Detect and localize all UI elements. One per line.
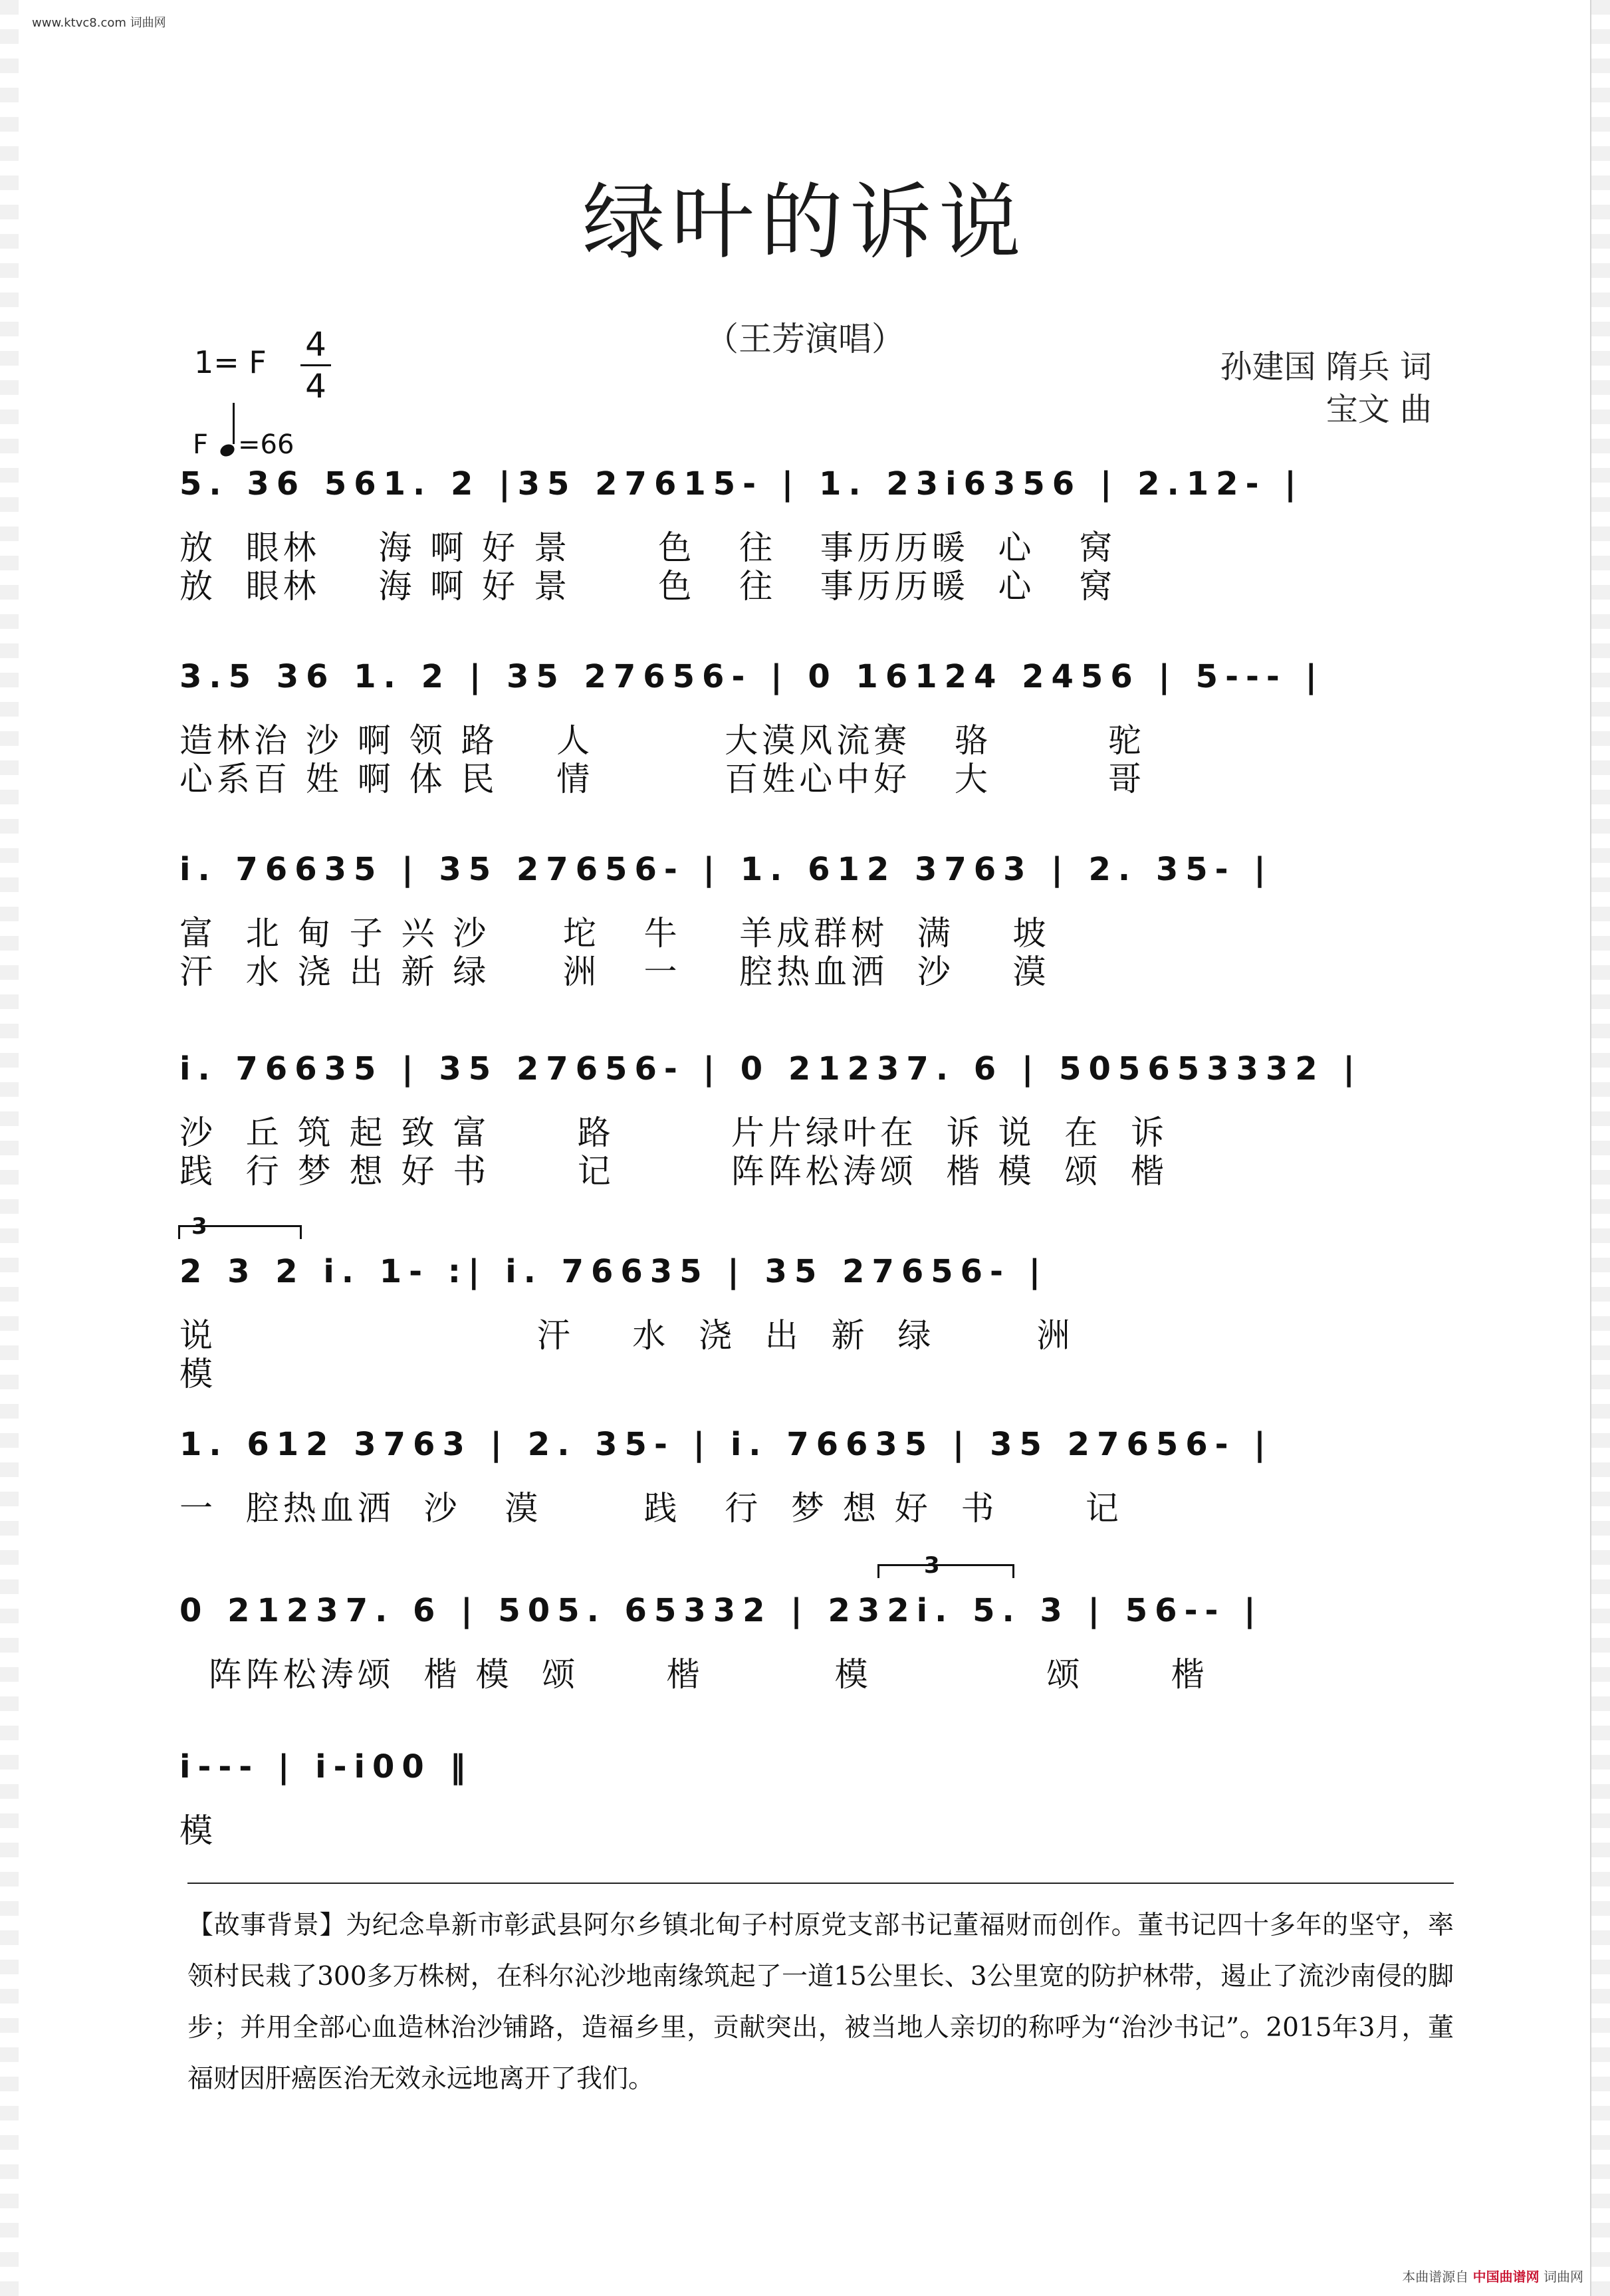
tempo-marking [193,412,294,460]
lyric-verse-1: 造林治 沙 啊 领 路 人 大漠风流赛 骆 驼 [179,721,1146,760]
lyric-verse-1: 阵阵松涛颂 楷 模 颂 楷 模 颂 楷 [179,1655,1208,1694]
lyric-verse-1: 一 腔热血洒 沙 漠 践 行 梦 想 好 书 记 [179,1489,1123,1528]
song-title: 绿叶的诉说 [582,175,1028,271]
lyric-verse-1: 放 眼林 海 啊 好 景 色 往 事历历暖 心 窝 [179,528,1117,567]
jianpu-notation: 0 21237. 6 | 505. 65332 | 232i. 5. 3 | 56-- | [179,1592,1263,1629]
lyric-verse-2: 汗 水 浇 出 新 绿 洲 一 腔热血洒 沙 漠 [179,953,1050,991]
jianpu-notation: 3.5 36 1. 2 | 35 27656- | 0 16124 2456 | 5--- | [179,658,1325,695]
jianpu-notation: i. 76635 | 35 27656- | 1. 612 3763 | 2. 35- | [179,851,1273,888]
composer-credit: 宝文 曲 [1325,391,1432,428]
lyric-verse-1: 富 北 甸 子 兴 沙 坨 牛 羊成群树 满 坡 [179,914,1050,953]
tempo-key-letter: F [193,429,209,460]
jianpu-notation: 2 3 2 i. 1- :| i. 76635 | 35 27656- | [179,1253,1048,1290]
footer-brand: 中国曲谱网 [1472,2269,1540,2285]
key-signature: 1= F [194,344,267,380]
quarter-note-icon [218,442,236,459]
lyricist-credit: 孙建国 隋兵 词 [1220,348,1432,386]
time-signature-bottom: 4 [305,367,326,405]
lyric-verse-1: 说 汗 水 浇 出 新 绿 洲 [179,1316,1074,1355]
lyric-verse-1: 模 [179,1811,217,1850]
time-signature-top: 4 [305,325,326,364]
jianpu-notation: 1. 612 3763 | 2. 35- | i. 76635 | 35 27656- | [179,1426,1273,1463]
jianpu-notation: i. 76635 | 35 27656- | 0 21237. 6 | 505653332 | [179,1050,1362,1088]
jianpu-notation: 5. 36 561. 2 |35 27615- | 1. 23i6356 | 2.12- | [179,465,1304,503]
footer-source-label: 本曲谱源自 [1402,2269,1469,2285]
lyric-verse-2: 践 行 梦 想 好 书 记 阵阵松涛颂 楷 模 颂 楷 [179,1152,1169,1191]
triplet-mark: 3 [191,1213,207,1240]
story-background: 【故事背景】为纪念阜新市彰武县阿尔乡镇北甸子村原党支部书记董福财而创作。董书记四十多年的坚守，率领村民栽了300多万株树，在科尔沁沙地南缘筑起了一道15公里长、3公里宽的防护林带，遏止了流沙南侵的脚步；并用全部心血造林治沙铺路，造福乡里，贡献突出，被当地人亲切的称呼为“治沙书记”。2015年3月，董福财因肝癌医治无效永远地离开了我们。 [187,1910,1454,2094]
lyric-verse-2: 模 [179,1355,217,1393]
footer-site: 词曲网 [1544,2269,1583,2285]
triplet-bracket [877,1564,1014,1578]
lyric-verse-1: 沙 丘 筑 起 致 富 路 片片绿叶在 诉 说 在 诉 [179,1113,1169,1152]
performer: （王芳演唱） [705,320,905,358]
section-divider [187,1883,1454,1884]
triplet-bracket [178,1225,302,1239]
lyric-verse-2: 放 眼林 海 啊 好 景 色 往 事历历暖 心 窝 [179,567,1117,606]
time-signature [298,326,334,405]
footer-watermark [1402,2266,1583,2285]
lyric-verse-2: 心系百 姓 啊 体 民 情 百姓心中好 大 哥 [179,760,1146,798]
site-watermark-top: www.ktvc8.com 词曲网 [32,16,166,30]
triplet-mark: 3 [924,1552,940,1579]
jianpu-notation: i--- | i-i00 ‖ [179,1748,473,1785]
credits [1220,346,1432,431]
tempo-value: =66 [238,429,294,460]
